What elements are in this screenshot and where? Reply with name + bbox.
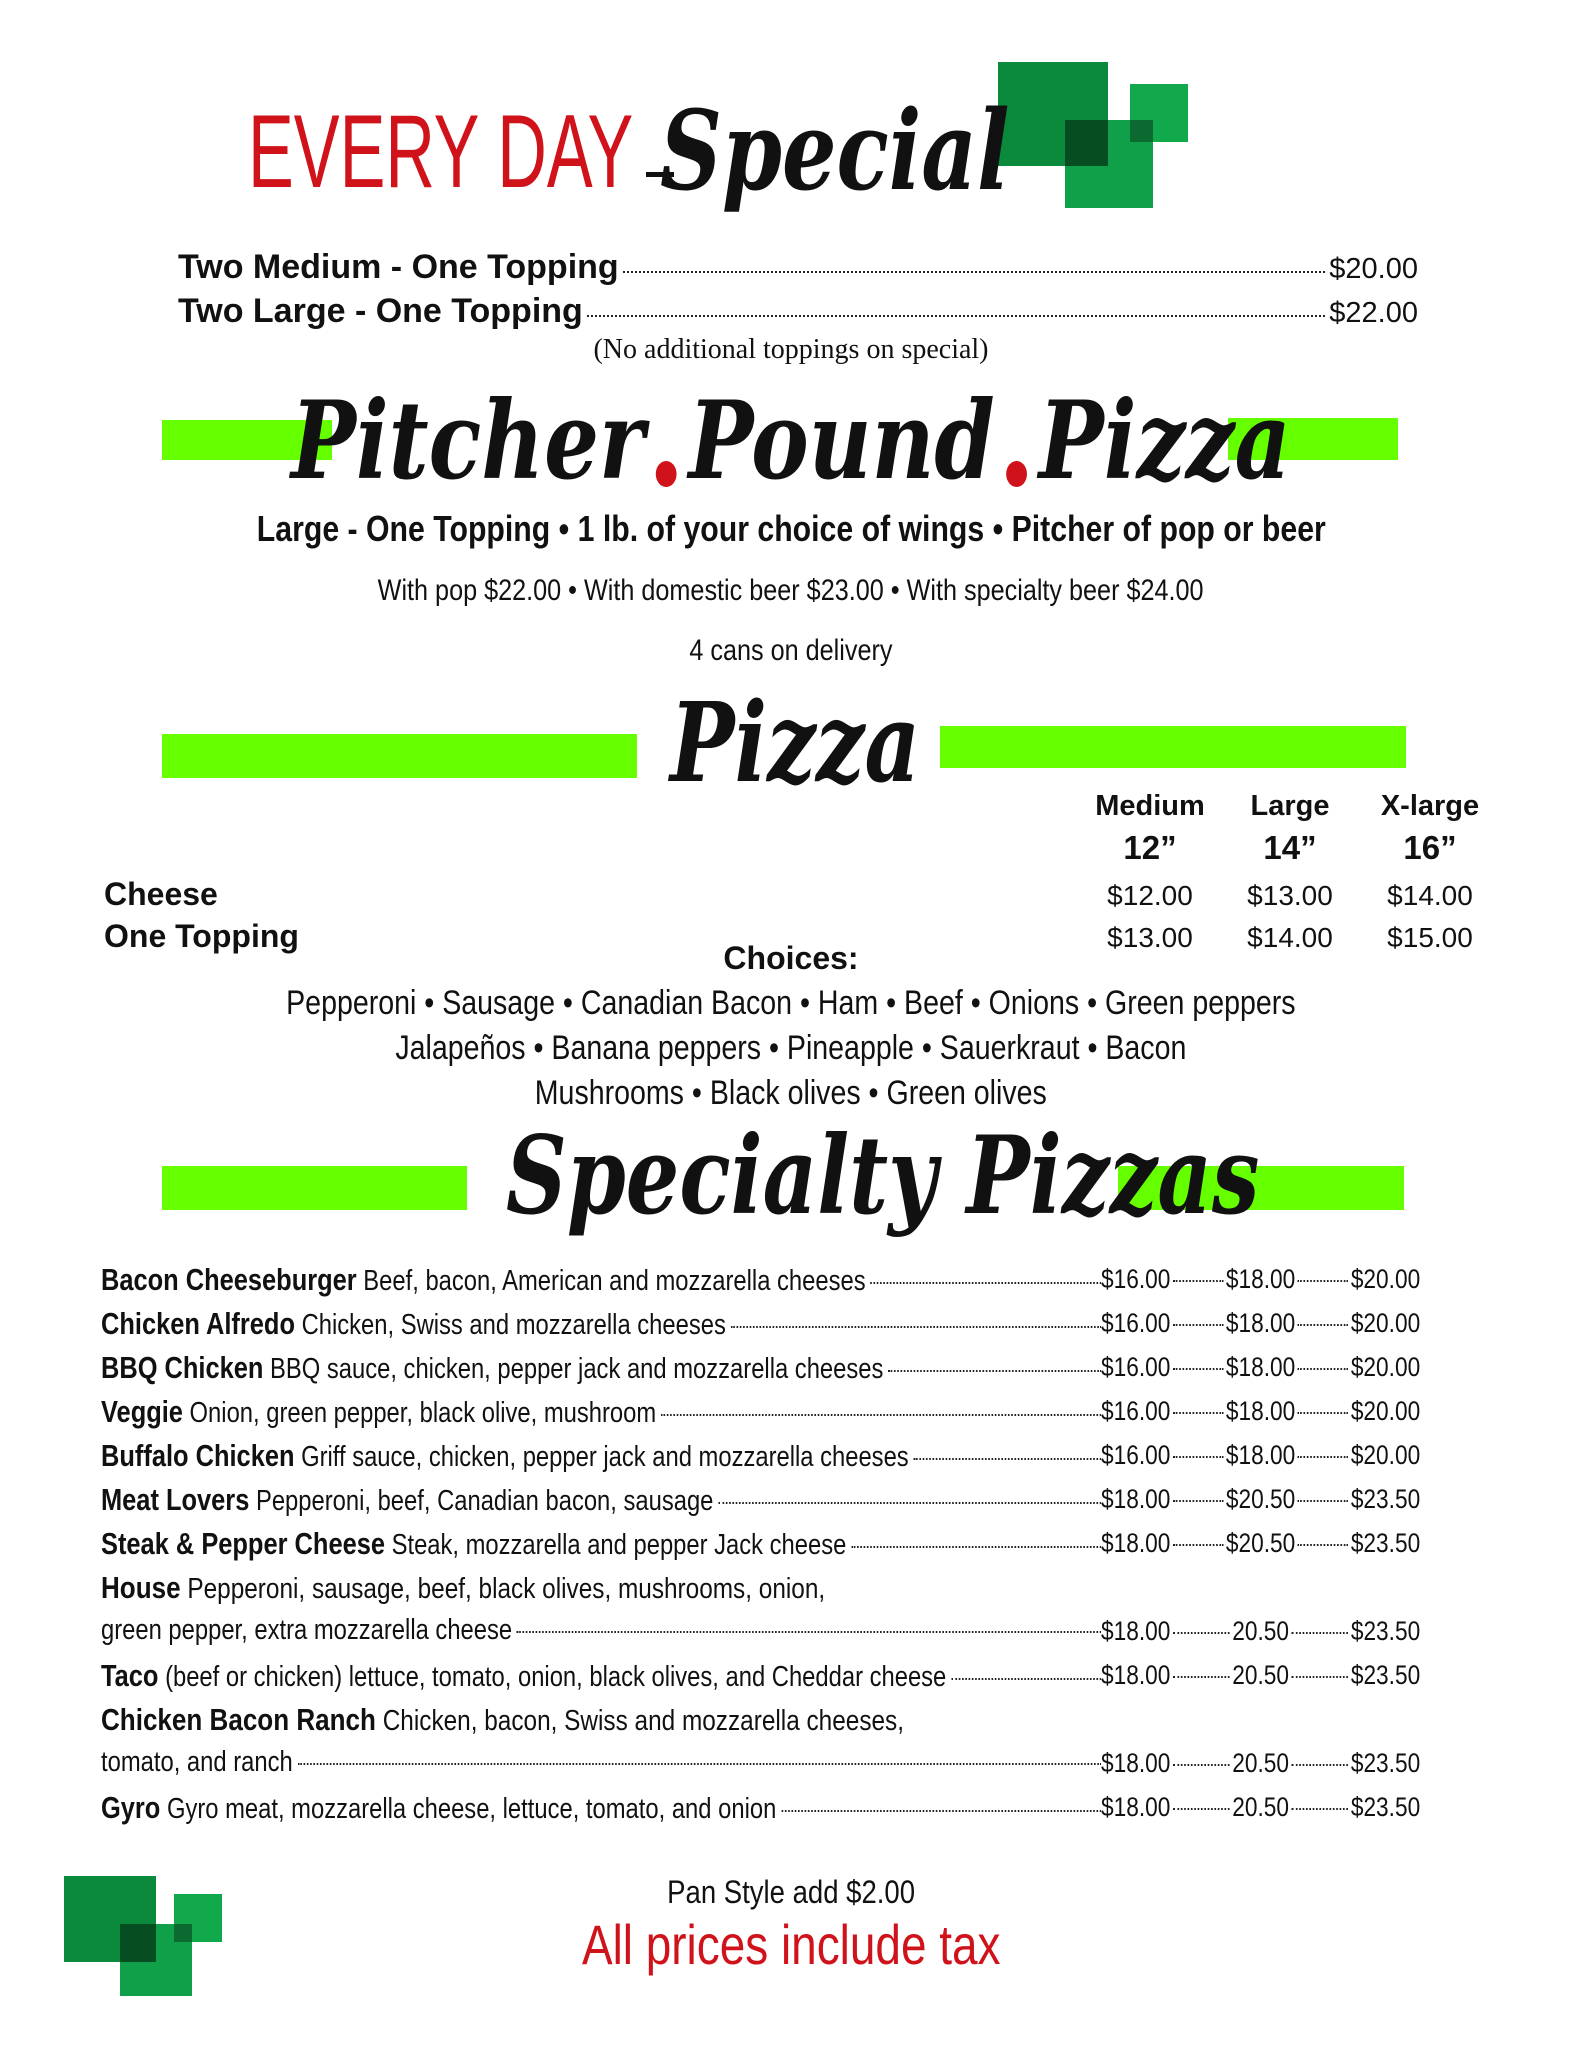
specialty-name: Bacon Cheeseburger (101, 1262, 357, 1297)
price-xlarge: $23.50 (1350, 1616, 1421, 1646)
price-xlarge: $23.50 (1350, 1748, 1421, 1778)
specialty-item (101, 1262, 1481, 1302)
specialty-name: Meat Lovers (101, 1482, 250, 1517)
specialty-name: Veggie (101, 1394, 183, 1429)
special-row-large (178, 292, 1418, 331)
specialty-desc: Pepperoni, beef, Canadian bacon, sausage (255, 1485, 714, 1517)
leader-dots (1173, 1544, 1223, 1546)
specialty-desc: BBQ sauce, chicken, pepper jack and mozzarella cheeses (270, 1353, 884, 1385)
price-xlarge: $20.00 (1350, 1308, 1421, 1338)
choices-text: Jalapeños • Banana peppers • Pineapple • Sauerkraut • Bacon (395, 1029, 1187, 1067)
size-xlarge (1360, 790, 1500, 867)
special-label: Two Medium - One Topping (178, 248, 619, 286)
special-row-medium (178, 248, 1418, 287)
specialty-desc: Chicken, Swiss and mozzarella cheeses (301, 1309, 726, 1341)
specialty-name: Gyro (101, 1790, 161, 1825)
specialty-item (101, 1438, 1481, 1478)
leader-dots (661, 1414, 1101, 1416)
specialty-desc: Onion, green pepper, black olive, mushroom (189, 1397, 657, 1429)
green-bar-left (162, 734, 637, 778)
ppp-title-pitcher: Pitcher (291, 378, 645, 504)
specialty-name: Steak & Pepper Cheese (101, 1526, 385, 1561)
leader-dots (587, 315, 1325, 317)
pizza-row-label: One Topping (104, 918, 299, 954)
leader-dots (718, 1502, 1101, 1504)
specialty-desc: green pepper, extra mozzarella cheese (101, 1614, 513, 1646)
price-xlarge: $20.00 (1350, 1440, 1421, 1470)
pizza-price: $14.00 (1387, 880, 1473, 911)
choices-text: Pepperoni • Sausage • Canadian Bacon • Ham • Beef • Onions • Green peppers (286, 984, 1296, 1022)
leader-dots (1173, 1764, 1230, 1766)
specialty-item (101, 1658, 1481, 1698)
specialty-name: BBQ Chicken (101, 1350, 264, 1385)
leader-dots (1173, 1632, 1230, 1634)
price-large: $20.50 (1225, 1484, 1296, 1514)
specialty-item-header (101, 1570, 963, 1606)
price-medium: $18.00 (1101, 1616, 1171, 1646)
leader-dots (731, 1326, 1101, 1328)
leader-dots (1298, 1544, 1348, 1546)
price-large: $18.00 (1225, 1352, 1296, 1382)
ppp-line2 (0, 574, 1582, 608)
special-script-title: Special (660, 86, 1010, 215)
leader-dots (298, 1763, 1101, 1765)
specialty-desc: (beef or chicken) lettuce, tomato, onion, black olives, and Cheddar cheese (165, 1661, 947, 1693)
pizza-price: $13.00 (1247, 880, 1333, 911)
ppp-line1-text: Large - One Topping • 1 lb. of your choice of wings • Pitcher of pop or beer (256, 508, 1326, 549)
price-xlarge: $23.50 (1350, 1484, 1421, 1514)
leader-dots (1173, 1676, 1230, 1678)
leader-dots (1173, 1808, 1230, 1810)
price-xlarge: $23.50 (1350, 1528, 1421, 1558)
specialty-desc: Gyro meat, mozzarella cheese, lettuce, tomato, and onion (166, 1793, 777, 1825)
price-xlarge: $20.00 (1350, 1264, 1421, 1294)
leader-dots (1292, 1764, 1349, 1766)
leader-dots (1292, 1808, 1349, 1810)
leader-dots (1298, 1324, 1348, 1326)
leader-dots (1173, 1412, 1223, 1414)
size-large (1220, 790, 1360, 867)
choices-line (0, 984, 1582, 1023)
ppp-line1 (0, 508, 1582, 550)
pizza-row-label: Cheese (104, 876, 218, 912)
specialty-item (101, 1482, 1481, 1522)
choices-text: Mushrooms • Black olives • Green olives (534, 1074, 1048, 1112)
leader-dots (623, 271, 1326, 273)
pan-style-text: Pan Style add $2.00 (667, 1874, 915, 1910)
leader-dots (1173, 1324, 1223, 1326)
price-medium: $16.00 (1101, 1440, 1171, 1470)
leader-dots (1173, 1500, 1223, 1502)
price-medium: $18.00 (1101, 1748, 1171, 1778)
pizza-row-cheese (104, 876, 1504, 916)
specialty-item (101, 1306, 1481, 1346)
price-large: 20.50 (1232, 1748, 1289, 1778)
green-bar-right (940, 726, 1406, 768)
ppp-title (0, 378, 1582, 504)
specialty-item (101, 1350, 1481, 1390)
leader-dots (1298, 1368, 1348, 1370)
leader-dots (1173, 1280, 1223, 1282)
special-note: (No additional toppings on special) (593, 334, 989, 365)
size-name: Large (1250, 790, 1330, 822)
price-xlarge: $23.50 (1350, 1660, 1421, 1690)
leader-dots (1173, 1368, 1223, 1370)
specialty-desc: Chicken, bacon, Swiss and mozzarella cheeses, (382, 1705, 905, 1737)
price-xlarge: $20.00 (1350, 1352, 1421, 1382)
specialty-name: Chicken Bacon Ranch (101, 1702, 376, 1737)
specialty-item (101, 1746, 1481, 1786)
pizza-price: $14.00 (1247, 922, 1333, 953)
specialty-desc: tomato, and ranch (101, 1746, 293, 1778)
leader-dots (1292, 1632, 1349, 1634)
specialty-item (101, 1614, 1481, 1654)
price-medium: $18.00 (1101, 1660, 1171, 1690)
price-medium: $18.00 (1101, 1792, 1171, 1822)
price-large: $18.00 (1225, 1308, 1296, 1338)
leader-dots (1298, 1500, 1348, 1502)
price-large: $18.00 (1225, 1396, 1296, 1426)
specialty-desc: Steak, mozzarella and pepper Jack cheese (391, 1529, 847, 1561)
ppp-title-pizza: Pizza (1038, 378, 1291, 504)
specialty-item (101, 1394, 1481, 1434)
specialty-name: Buffalo Chicken (101, 1438, 295, 1473)
specialty-item (101, 1790, 1481, 1830)
special-price: $20.00 (1329, 253, 1418, 285)
green-bar-left (162, 1166, 467, 1210)
price-medium: $16.00 (1101, 1308, 1171, 1338)
price-large: 20.50 (1232, 1616, 1289, 1646)
ppp-line3-text: 4 cans on delivery (689, 634, 893, 667)
size-name: Medium (1095, 790, 1205, 822)
leader-dots (1173, 1456, 1223, 1458)
tax-text: All prices include tax (581, 1913, 1001, 1976)
pizza-price: $15.00 (1387, 922, 1473, 953)
specialty-name: House (101, 1570, 181, 1605)
specialty-desc: Griff sauce, chicken, pepper jack and mozzarella cheeses (301, 1441, 909, 1473)
green-square-icon (1065, 120, 1108, 166)
price-large: $18.00 (1225, 1264, 1296, 1294)
size-inches: 16” (1403, 829, 1457, 866)
leader-dots (871, 1282, 1101, 1284)
leader-dots (1298, 1412, 1348, 1414)
size-inches: 14” (1263, 829, 1317, 866)
pan-style-note (0, 1874, 1582, 1911)
choices-line (0, 1074, 1582, 1113)
price-xlarge: $20.00 (1350, 1396, 1421, 1426)
leader-dots (1298, 1456, 1348, 1458)
specialty-name: Taco (101, 1658, 159, 1693)
pizza-title: Pizza (670, 678, 921, 807)
specialty-desc: Beef, bacon, American and mozzarella cheeses (363, 1265, 866, 1297)
leader-dots (781, 1810, 1101, 1812)
price-medium: $18.00 (1101, 1528, 1171, 1558)
choices-line (0, 1029, 1582, 1068)
leader-dots (851, 1546, 1101, 1548)
green-square-icon (1130, 120, 1153, 142)
every-day-title: EVERY DAY (248, 94, 634, 210)
price-large: 20.50 (1232, 1660, 1289, 1690)
price-large: 20.50 (1232, 1792, 1289, 1822)
price-xlarge: $23.50 (1350, 1792, 1421, 1822)
ppp-line2-text: With pop $22.00 • With domestic beer $23.00 • With specialty beer $24.00 (378, 574, 1204, 607)
ppp-line3 (0, 634, 1582, 668)
red-dot-icon (656, 461, 677, 487)
leader-dots (517, 1631, 1101, 1633)
choices-title: Choices: (723, 940, 859, 976)
price-medium: $16.00 (1101, 1264, 1171, 1294)
price-medium: $18.00 (1101, 1484, 1171, 1514)
leader-dots (951, 1678, 1101, 1680)
specialty-title: Specialty Pizzas (506, 1113, 1260, 1239)
size-name: X-large (1380, 790, 1480, 822)
special-price: $22.00 (1329, 297, 1418, 329)
ppp-title-pound: Pound (688, 378, 996, 504)
leader-dots (888, 1370, 1101, 1372)
specialty-item-header (101, 1702, 1057, 1738)
price-medium: $16.00 (1101, 1352, 1171, 1382)
special-label: Two Large - One Topping (178, 292, 583, 330)
price-large: $18.00 (1225, 1440, 1296, 1470)
size-inches: 12” (1123, 829, 1177, 866)
pizza-price: $13.00 (1107, 922, 1193, 953)
specialty-name: Chicken Alfredo (101, 1306, 295, 1341)
red-dot-icon (1007, 461, 1028, 487)
specialty-item (101, 1526, 1481, 1566)
leader-dots (914, 1458, 1101, 1460)
size-medium (1080, 790, 1220, 867)
price-large: $20.50 (1225, 1528, 1296, 1558)
tax-note (0, 1912, 1582, 1977)
specialty-desc: Pepperoni, sausage, beef, black olives, mushrooms, onion, (187, 1573, 826, 1605)
leader-dots (1298, 1280, 1348, 1282)
price-medium: $16.00 (1101, 1396, 1171, 1426)
leader-dots (1292, 1676, 1349, 1678)
pizza-price: $12.00 (1107, 880, 1193, 911)
